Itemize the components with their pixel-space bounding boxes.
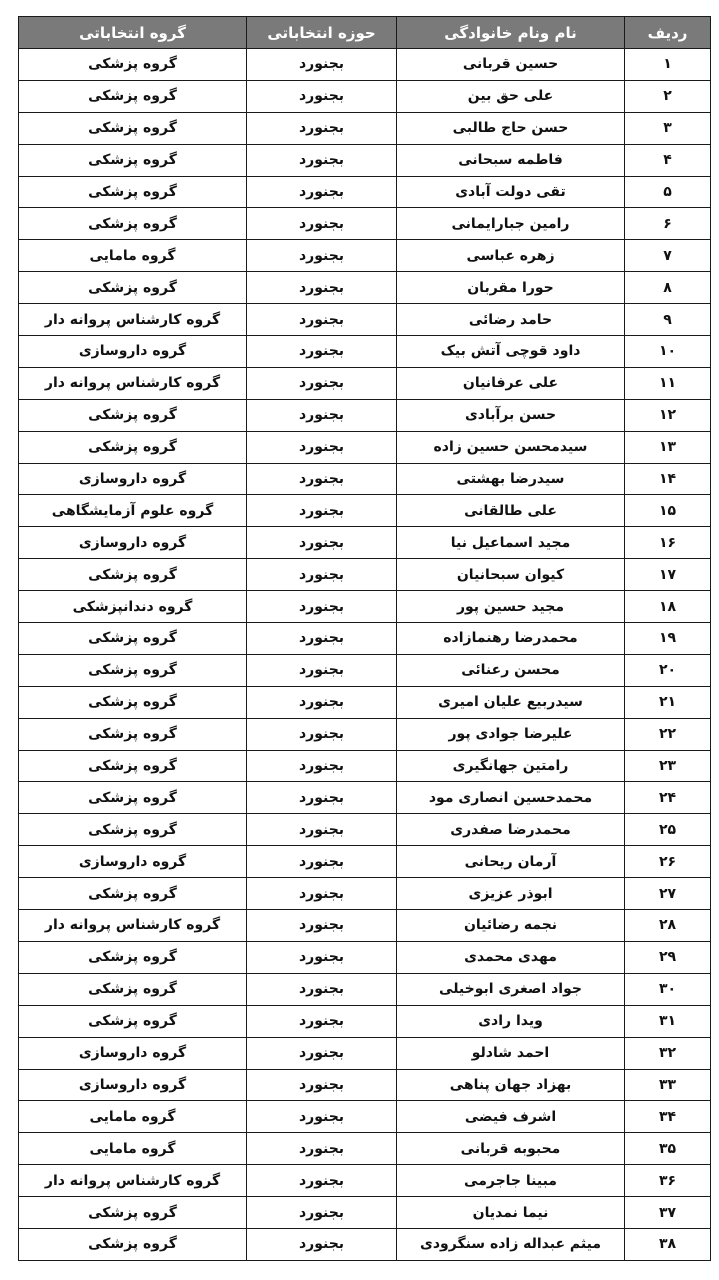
electoral-area-cell: بجنورد (247, 559, 397, 591)
table-row (19, 144, 711, 176)
electoral-area-cell: بجنورد (247, 1228, 397, 1260)
electoral-group-cell: گروه دندانپزشکی (19, 591, 247, 623)
full-name-cell: علی عرفانیان (397, 367, 625, 399)
electoral-area-cell: بجنورد (247, 910, 397, 942)
row-number-cell: ۷ (625, 240, 711, 272)
electoral-area-cell: بجنورد (247, 1197, 397, 1229)
electoral-area-cell: بجنورد (247, 112, 397, 144)
full-name-cell: رامتین جهانگیری (397, 750, 625, 782)
row-number-cell: ۱۷ (625, 559, 711, 591)
row-number-cell: ۱۰ (625, 336, 711, 368)
electoral-area-cell: بجنورد (247, 654, 397, 686)
electoral-area-cell: بجنورد (247, 750, 397, 782)
table-row (19, 1228, 711, 1260)
row-number-cell: ۳۲ (625, 1037, 711, 1069)
electoral-area-cell: بجنورد (247, 240, 397, 272)
header-full-name: نام ونام خانوادگی (397, 17, 625, 49)
electoral-area-cell: بجنورد (247, 144, 397, 176)
electoral-area-cell: بجنورد (247, 272, 397, 304)
electoral-area-cell: بجنورد (247, 336, 397, 368)
electoral-group-cell: گروه داروسازی (19, 846, 247, 878)
full-name-cell: حامد رضائی (397, 304, 625, 336)
electoral-group-cell: گروه پزشکی (19, 814, 247, 846)
table-row (19, 686, 711, 718)
row-number-cell: ۳ (625, 112, 711, 144)
full-name-cell: تقی دولت آبادی (397, 176, 625, 208)
electoral-area-cell: بجنورد (247, 527, 397, 559)
electoral-area-cell: بجنورد (247, 623, 397, 655)
row-number-cell: ۱۱ (625, 367, 711, 399)
full-name-cell: محمدرضا صفدری (397, 814, 625, 846)
full-name-cell: سیدرضا بهشتی (397, 463, 625, 495)
electoral-group-cell: گروه کارشناس پروانه دار (19, 1165, 247, 1197)
electoral-area-cell: بجنورد (247, 1101, 397, 1133)
electoral-area-cell: بجنورد (247, 686, 397, 718)
electoral-group-cell: گروه مامایی (19, 1133, 247, 1165)
table-row (19, 1037, 711, 1069)
full-name-cell: حورا مقربان (397, 272, 625, 304)
table-row (19, 272, 711, 304)
electoral-area-cell: بجنورد (247, 1037, 397, 1069)
electoral-area-cell: بجنورد (247, 1005, 397, 1037)
electoral-area-cell: بجنورد (247, 367, 397, 399)
electoral-area-cell: بجنورد (247, 495, 397, 527)
row-number-cell: ۱ (625, 49, 711, 81)
full-name-cell: محمدحسین انصاری مود (397, 782, 625, 814)
row-number-cell: ۲۰ (625, 654, 711, 686)
electoral-group-cell: گروه پزشکی (19, 623, 247, 655)
electoral-area-cell: بجنورد (247, 208, 397, 240)
full-name-cell: ویدا رادی (397, 1005, 625, 1037)
table-row (19, 623, 711, 655)
electoral-area-cell: بجنورد (247, 1069, 397, 1101)
table-row (19, 399, 711, 431)
row-number-cell: ۱۶ (625, 527, 711, 559)
electoral-group-cell: گروه پزشکی (19, 559, 247, 591)
row-number-cell: ۲۱ (625, 686, 711, 718)
full-name-cell: داود قوچی آتش بیک (397, 336, 625, 368)
full-name-cell: محبوبه قربانی (397, 1133, 625, 1165)
electoral-group-cell: گروه مامایی (19, 1101, 247, 1133)
electoral-area-cell: بجنورد (247, 941, 397, 973)
table-row (19, 750, 711, 782)
electoral-area-cell: بجنورد (247, 591, 397, 623)
full-name-cell: اشرف فیضی (397, 1101, 625, 1133)
table-row (19, 878, 711, 910)
full-name-cell: مهدی محمدی (397, 941, 625, 973)
electoral-area-cell: بجنورد (247, 49, 397, 81)
full-name-cell: حسن برآبادی (397, 399, 625, 431)
table-row (19, 431, 711, 463)
electoral-group-cell: گروه پزشکی (19, 208, 247, 240)
electoral-area-cell: بجنورد (247, 782, 397, 814)
row-number-cell: ۱۹ (625, 623, 711, 655)
table-row (19, 495, 711, 527)
electoral-group-cell: گروه پزشکی (19, 686, 247, 718)
electoral-group-cell: گروه کارشناس پروانه دار (19, 304, 247, 336)
row-number-cell: ۱۴ (625, 463, 711, 495)
full-name-cell: سیدمحسن حسین زاده (397, 431, 625, 463)
table-row (19, 1069, 711, 1101)
electoral-group-cell: گروه علوم آزمایشگاهی (19, 495, 247, 527)
row-number-cell: ۱۲ (625, 399, 711, 431)
table-row (19, 591, 711, 623)
table-row (19, 49, 711, 81)
table-row (19, 1005, 711, 1037)
table-row (19, 367, 711, 399)
full-name-cell: کیوان سبحانیان (397, 559, 625, 591)
table-row (19, 208, 711, 240)
row-number-cell: ۳۷ (625, 1197, 711, 1229)
electoral-group-cell: گروه پزشکی (19, 654, 247, 686)
electoral-area-cell: بجنورد (247, 399, 397, 431)
table-row (19, 559, 711, 591)
full-name-cell: آرمان ریحانی (397, 846, 625, 878)
electoral-group-cell: گروه پزشکی (19, 80, 247, 112)
full-name-cell: علیرضا جوادی پور (397, 718, 625, 750)
full-name-cell: علی طالقانی (397, 495, 625, 527)
row-number-cell: ۲۸ (625, 910, 711, 942)
header-row (19, 17, 711, 49)
table-row (19, 80, 711, 112)
full-name-cell: نیما نمدیان (397, 1197, 625, 1229)
table-row (19, 782, 711, 814)
row-number-cell: ۳۳ (625, 1069, 711, 1101)
electoral-area-cell: بجنورد (247, 878, 397, 910)
full-name-cell: محمدرضا رهنمازاده (397, 623, 625, 655)
electoral-group-cell: گروه پزشکی (19, 112, 247, 144)
full-name-cell: نجمه رضائیان (397, 910, 625, 942)
row-number-cell: ۲ (625, 80, 711, 112)
row-number-cell: ۳۱ (625, 1005, 711, 1037)
electoral-group-cell: گروه مامایی (19, 240, 247, 272)
electoral-group-cell: گروه پزشکی (19, 750, 247, 782)
electoral-group-cell: گروه پزشکی (19, 718, 247, 750)
table-row (19, 718, 711, 750)
full-name-cell: مبینا جاجرمی (397, 1165, 625, 1197)
full-name-cell: حسن حاج طالبی (397, 112, 625, 144)
full-name-cell: سیدربیع علیان امیری (397, 686, 625, 718)
row-number-cell: ۲۴ (625, 782, 711, 814)
electoral-group-cell: گروه داروسازی (19, 1037, 247, 1069)
row-number-cell: ۱۳ (625, 431, 711, 463)
electoral-area-cell: بجنورد (247, 304, 397, 336)
electoral-group-cell: گروه داروسازی (19, 1069, 247, 1101)
row-number-cell: ۲۲ (625, 718, 711, 750)
table-row (19, 910, 711, 942)
table-row (19, 1133, 711, 1165)
candidates-sheet (18, 16, 710, 1261)
electoral-group-cell: گروه داروسازی (19, 527, 247, 559)
candidates-table (18, 16, 711, 1261)
table-row (19, 1165, 711, 1197)
electoral-group-cell: گروه پزشکی (19, 782, 247, 814)
full-name-cell: بهزاد جهان پناهی (397, 1069, 625, 1101)
electoral-group-cell: گروه پزشکی (19, 1228, 247, 1260)
full-name-cell: علی حق بین (397, 80, 625, 112)
row-number-cell: ۳۵ (625, 1133, 711, 1165)
electoral-area-cell: بجنورد (247, 846, 397, 878)
table-row (19, 1197, 711, 1229)
full-name-cell: فاطمه سبحانی (397, 144, 625, 176)
electoral-group-cell: گروه پزشکی (19, 399, 247, 431)
electoral-area-cell: بجنورد (247, 718, 397, 750)
row-number-cell: ۱۸ (625, 591, 711, 623)
full-name-cell: حسین قربانی (397, 49, 625, 81)
electoral-area-cell: بجنورد (247, 1133, 397, 1165)
row-number-cell: ۲۷ (625, 878, 711, 910)
full-name-cell: میثم عبداله زاده سنگرودی (397, 1228, 625, 1260)
electoral-area-cell: بجنورد (247, 973, 397, 1005)
table-row (19, 304, 711, 336)
table-row (19, 846, 711, 878)
table-row (19, 973, 711, 1005)
electoral-area-cell: بجنورد (247, 814, 397, 846)
electoral-group-cell: گروه پزشکی (19, 973, 247, 1005)
row-number-cell: ۲۵ (625, 814, 711, 846)
row-number-cell: ۲۹ (625, 941, 711, 973)
row-number-cell: ۶ (625, 208, 711, 240)
electoral-group-cell: گروه کارشناس پروانه دار (19, 367, 247, 399)
full-name-cell: احمد شادلو (397, 1037, 625, 1069)
electoral-area-cell: بجنورد (247, 176, 397, 208)
header-electoral-group: گروه انتخاباتی (19, 17, 247, 49)
row-number-cell: ۵ (625, 176, 711, 208)
electoral-area-cell: بجنورد (247, 1165, 397, 1197)
table-row (19, 176, 711, 208)
row-number-cell: ۹ (625, 304, 711, 336)
table-row (19, 1101, 711, 1133)
electoral-area-cell: بجنورد (247, 80, 397, 112)
table-row (19, 336, 711, 368)
table-row (19, 941, 711, 973)
electoral-group-cell: گروه داروسازی (19, 463, 247, 495)
table-row (19, 240, 711, 272)
table-row (19, 112, 711, 144)
row-number-cell: ۳۴ (625, 1101, 711, 1133)
electoral-group-cell: گروه پزشکی (19, 941, 247, 973)
full-name-cell: جواد اصغری ابوخیلی (397, 973, 625, 1005)
row-number-cell: ۳۶ (625, 1165, 711, 1197)
header-row-number: ردیف (625, 17, 711, 49)
full-name-cell: ابوذر عزیزی (397, 878, 625, 910)
electoral-group-cell: گروه پزشکی (19, 431, 247, 463)
table-row (19, 654, 711, 686)
table-row (19, 463, 711, 495)
electoral-area-cell: بجنورد (247, 463, 397, 495)
header-electoral-area: حوزه انتخاباتی (247, 17, 397, 49)
table-row (19, 814, 711, 846)
electoral-group-cell: گروه داروسازی (19, 336, 247, 368)
table-body (19, 49, 711, 1261)
electoral-group-cell: گروه پزشکی (19, 878, 247, 910)
row-number-cell: ۲۶ (625, 846, 711, 878)
full-name-cell: مجید اسماعیل نیا (397, 527, 625, 559)
row-number-cell: ۸ (625, 272, 711, 304)
row-number-cell: ۴ (625, 144, 711, 176)
row-number-cell: ۳۰ (625, 973, 711, 1005)
electoral-area-cell: بجنورد (247, 431, 397, 463)
electoral-group-cell: گروه پزشکی (19, 176, 247, 208)
electoral-group-cell: گروه کارشناس پروانه دار (19, 910, 247, 942)
full-name-cell: مجید حسین پور (397, 591, 625, 623)
full-name-cell: رامین جبارایمانی (397, 208, 625, 240)
row-number-cell: ۲۳ (625, 750, 711, 782)
row-number-cell: ۳۸ (625, 1228, 711, 1260)
row-number-cell: ۱۵ (625, 495, 711, 527)
full-name-cell: محسن رعنائی (397, 654, 625, 686)
table-header (19, 17, 711, 49)
electoral-group-cell: گروه پزشکی (19, 49, 247, 81)
electoral-group-cell: گروه پزشکی (19, 1005, 247, 1037)
full-name-cell: زهره عباسی (397, 240, 625, 272)
electoral-group-cell: گروه پزشکی (19, 272, 247, 304)
table-row (19, 527, 711, 559)
electoral-group-cell: گروه پزشکی (19, 144, 247, 176)
electoral-group-cell: گروه پزشکی (19, 1197, 247, 1229)
